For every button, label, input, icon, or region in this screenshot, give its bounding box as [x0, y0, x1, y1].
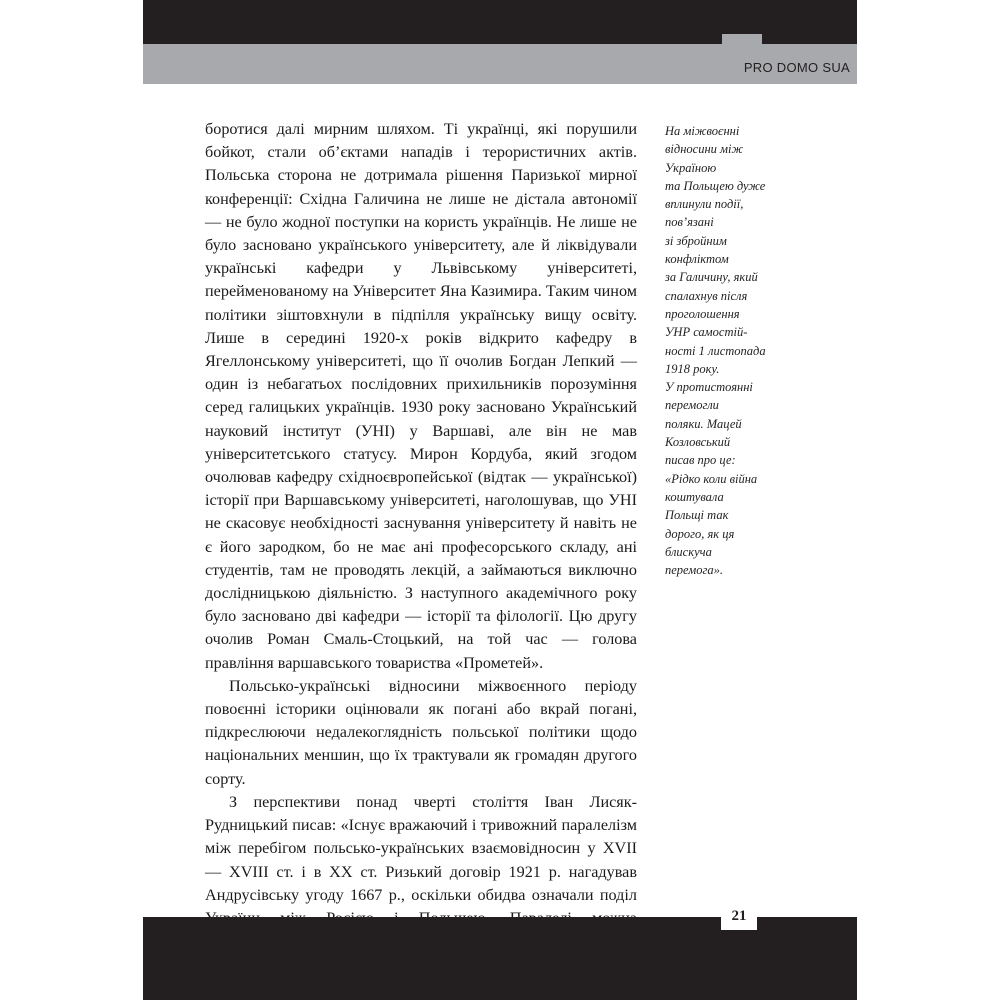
margin-note-line: та Польщею дуже	[665, 178, 766, 193]
running-title: PRO DOMO SUA	[743, 60, 850, 75]
margin-note-line: На міжвоєнні	[665, 124, 740, 138]
margin-note-line: ності 1 листопада	[665, 343, 766, 358]
margin-note-line: писав про це:	[665, 453, 736, 468]
margin-note-line: за Галичину, який	[665, 270, 758, 285]
paragraph-3: З перспективи понад чверті століття Іван Лисяк-Рудницький писав: «Існує вражаючий і тривожний паралелізм між перебігом польсько-українських взаємовідносин у XVII — XVIII ст. і в XX ст. Ризький договір 1921 р. нагадував Андрусівську угоду 1667 р., оскільки обидва означали поділ	[205, 792, 637, 904]
margin-note-line: проголошення	[665, 306, 740, 321]
margin-note-line: У протистоянні	[665, 380, 753, 395]
margin-note-line: дорого, як ця	[665, 526, 735, 541]
margin-note-line: конфліктом	[665, 252, 729, 267]
margin-note-line: пов’язані	[665, 215, 714, 230]
margin-note-line: перемога».	[665, 563, 724, 578]
margin-note-line: УНР самостій-	[665, 325, 748, 340]
margin-note-line: Україною	[665, 160, 717, 175]
paragraph-2: Польсько-українські відносини міжвоєнного періоду повоєнні історики оцінювали як погані або вкрай погані, підкреслюючи недалекоглядність польської політики щодо національних меншин, що їх трактували як громадян другого сорту.	[205, 676, 637, 788]
margin-note-line: коштувала	[665, 489, 724, 504]
margin-note	[665, 122, 777, 579]
main-text-column	[205, 118, 637, 977]
margin-note-line: спалахнув після	[665, 288, 748, 303]
margin-note-line: 1918 року.	[665, 361, 720, 376]
margin-note-line: Польщі так	[665, 508, 729, 523]
page-number-box	[721, 903, 757, 930]
margin-note-line: блискуча	[665, 544, 712, 559]
margin-note-line: відносини між	[665, 142, 744, 157]
margin-note-line: поляки. Мацей	[665, 416, 742, 431]
margin-note-line: «Рідко коли війна	[665, 471, 758, 486]
margin-note-line: Козловський	[665, 435, 731, 450]
page-number: 21	[731, 908, 747, 924]
margin-note-line: перемогли	[665, 398, 719, 413]
paragraph-1: боротися далі мирним шляхом. Ті українці, які порушили бойкот, стали об’єктами нападів і терористичних актів. Польська сторона не дотримала рішення Паризької мирної конференції: Східна Галичина не лише не дістала автономії — не було жодної поступки на користь українців. Не лише не було засновано українського університету, але й ліквідували українські кафедри у Львівському університеті, перейменованому на Університет Яна Казимира. Таким чином політики зіштовхнули в підпілля українську вищу освіту. Лише в середині 1920-х років відкрито кафедру в Ягеллонському університеті, що її очолив Богдан Лепкий — один із небагатьох послідовних прихильників порозуміння серед галицьких українців. 1930 року засновано Український науковий інститут (УНІ) у Варшаві, але він не мав університетського статусу. Мирон Кордуба, який згодом очолював кафедру східноєвропейської (відтак — української) історії при Варшавському університеті, наголошував, що УНІ не скасовує необхідності заснування університету й навіть не є його зародком, бо не має ані професорського складу, ані студентів, там не проводять лекцій, а займаються виключно дослідницькою діяльністю. З наступного академічного року було засновано дві кафедри — історії та філології. Цю другу очолив Роман Смаль-Стоцький, на той час — голова правління варшавського товариства «Прометей».	[205, 120, 637, 672]
header-tab-marker	[722, 34, 762, 44]
margin-note-line: вплинули події,	[665, 197, 744, 212]
margin-note-line: зі збройним	[665, 233, 727, 248]
